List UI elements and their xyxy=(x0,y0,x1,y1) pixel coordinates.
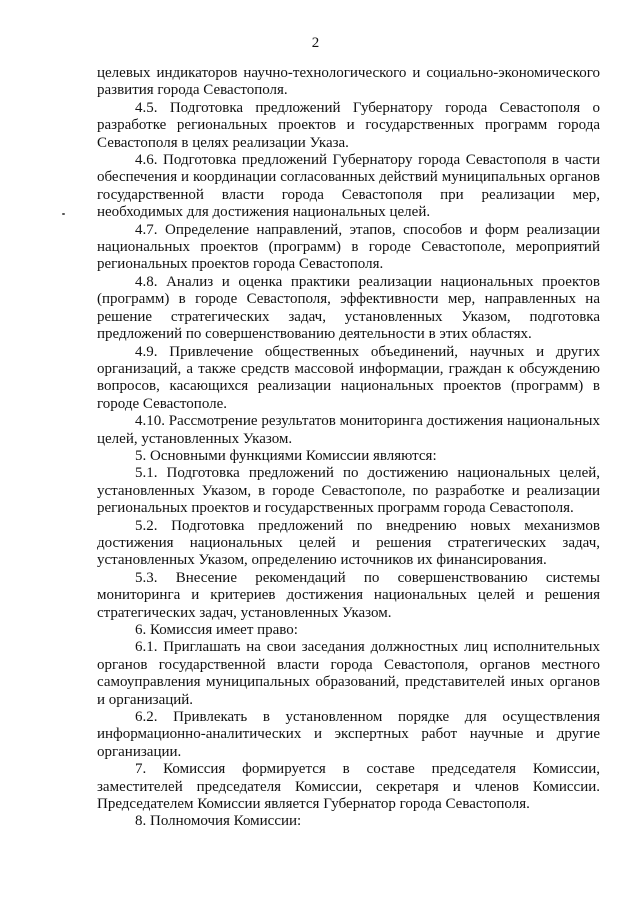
paragraph-6: 6. Комиссия имеет право: xyxy=(135,622,298,638)
paragraph-8: 8. Полномочия Комиссии: xyxy=(135,813,302,830)
paragraph-7: 7. Комиссия формируется в составе председателя Комиссии, заместителей председателя Комиссии, секретаря и членов Комиссии. Председателем Комиссии является Губернатор города Севастополя. xyxy=(97,761,600,813)
document-body xyxy=(97,65,600,831)
scan-mark xyxy=(62,213,65,215)
page-number: 2 xyxy=(311,35,320,51)
paragraph-4-7: 4.7. Определение направлений, этапов, способов и форм реализации национальных проектов (программ) в городе Севастополе, мероприятий региональных проектов города Севастополя. xyxy=(97,221,600,273)
paragraph-continuation: целевых индикаторов научно-технологического и социально-экономического развития города Севастополя. xyxy=(97,65,600,99)
paragraph-6-1: 6.1. Приглашать на свои заседания должностных лиц исполнительных органов государственной власти города Севастополя, органов местного самоуправления муниципальных образований, представителей иных органов и организаций. xyxy=(97,639,600,708)
paragraph-5: 5. Основными функциями Комиссии являются: xyxy=(135,447,437,464)
paragraph-4-9: 4.9. Привлечение общественных объединений, научных и других организаций, а также средств массовой информации, граждан к обсуждению вопросов, касающихся реализации национальных проектов (программ) в городе Севастополе. xyxy=(97,343,600,412)
paragraph-4-5: 4.5. Подготовка предложений Губернатору города Севастополя о разработке региональных проектов и государственных программ города Севастополя в целях реализации Указа. xyxy=(97,99,600,151)
paragraph-5-1: 5.1. Подготовка предложений по достижению национальных целей, установленных Указом, в городе Севастополе, по разработке и реализации региональных проектов и государственных программ города Севастополя. xyxy=(97,465,600,517)
paragraph-6-2: 6.2. Привлекать в установленном порядке для осуществления информационно-аналитических и экспертных работ научные и другие организации. xyxy=(97,709,600,760)
paragraph-4-8: 4.8. Анализ и оценка практики реализации национальных проектов (программ) в городе Севастополя, эффективности мер, направленных на решение стратегических задач, установленных Указом, подготовка предложений по совершенствованию деятельности в этих областях. xyxy=(97,273,600,343)
paragraph-5-3: 5.3. Внесение рекомендаций по совершенствованию системы мониторинга и критериев достижения национальных целей и решения стратегических задач, установленных Указом. xyxy=(97,569,600,621)
paragraph-4-6: 4.6. Подготовка предложений Губернатору города Севастополя в части обеспечения и координации согласованных действий муниципальных органов государственной власти города Севастополя при реализации мер, необходимых для достижения национальных целей. xyxy=(97,152,600,221)
paragraph-4-10: 4.10. Рассмотрение результатов мониторинга достижения национальных целей, установленных Указом. xyxy=(97,413,600,447)
paragraph-5-2: 5.2. Подготовка предложений по внедрению новых механизмов достижения национальных целей и решения стратегических задач, установленных Указом, определению источников их финансирования. xyxy=(97,517,600,569)
